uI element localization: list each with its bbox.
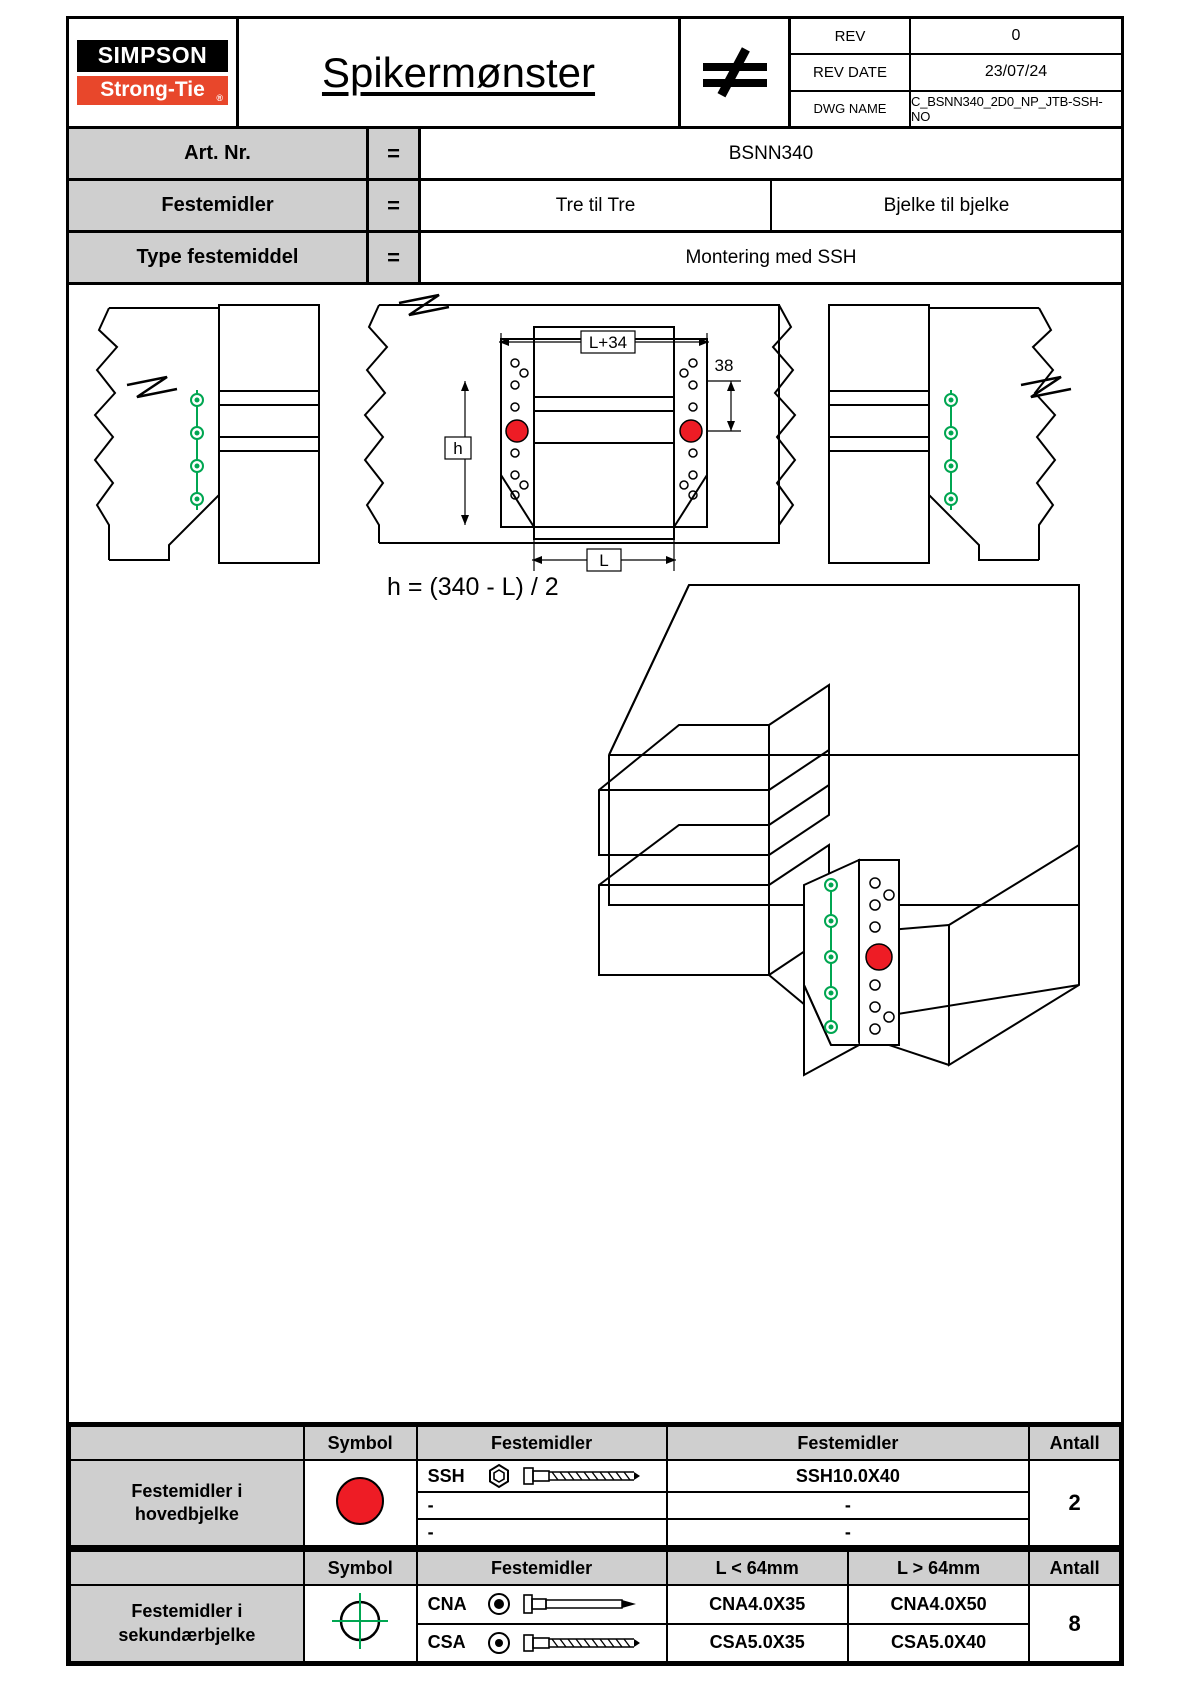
legend-secondary-header-lt: L < 64mm <box>667 1551 848 1585</box>
legend-secondary-header-row <box>70 1551 1120 1585</box>
center-elevation-view <box>365 295 795 571</box>
legend-secondary-fastener-label-2: CSA <box>427 1632 466 1653</box>
hex-head-icon <box>486 1463 512 1489</box>
page-title: Spikermønster <box>321 48 596 96</box>
table-row <box>70 1585 1120 1624</box>
screw-icon <box>522 1463 642 1489</box>
logo-strongtie-text: Strong-Tie <box>100 78 205 101</box>
legend-secondary-count: 8 <box>1029 1585 1120 1662</box>
revision-block <box>791 19 1121 126</box>
type-equals: = <box>369 233 421 282</box>
dim-38-label: 38 <box>714 356 734 375</box>
legend-secondary-beam <box>69 1550 1121 1663</box>
type-label: Type festemiddel <box>69 233 369 282</box>
dwg-name-value: C_BSNN340_2D0_NP_JTB-SSH-NO <box>911 93 1103 124</box>
legend-main-fastener-label-1: SSH <box>427 1465 465 1486</box>
rev-value: 0 <box>1011 27 1021 45</box>
legend-secondary-row-label <box>70 1585 304 1662</box>
legend-main-row-label-line2: hovedbjelke <box>134 1504 239 1524</box>
dwg-name-row <box>791 92 1121 126</box>
table-row <box>70 1460 1120 1492</box>
legend-secondary-gt-2: CSA5.0X40 <box>848 1624 1029 1663</box>
legend-main-header-fasteners2: Festemidler <box>667 1426 1030 1460</box>
legend-main-count: 2 <box>1029 1460 1120 1546</box>
rev-date-label: REV DATE <box>791 55 911 89</box>
info-row-article <box>69 129 1121 181</box>
dwg-name-label: DWG NAME <box>791 92 911 126</box>
legend-secondary-gt-1: CNA4.0X50 <box>848 1585 1029 1624</box>
legend-secondary-table <box>69 1550 1121 1663</box>
dim-L-label: L <box>599 551 609 570</box>
legend-main-header-symbol: Symbol <box>304 1426 417 1460</box>
legend-main-row-label-line1: Festemidler i <box>131 1480 243 1501</box>
right-elevation-view <box>829 305 1071 563</box>
legend-main-fastener-name-1 <box>417 1460 667 1492</box>
info-row-fasteners <box>69 181 1121 233</box>
legend-main-header-blank <box>70 1426 304 1460</box>
legend-secondary-row-label-line1: Festemidler i <box>131 1601 243 1622</box>
drawing-svg <box>69 285 1121 1147</box>
height-formula: h = (340 - L) / 2 <box>387 573 559 601</box>
legend-main-table <box>69 1425 1121 1547</box>
legend-secondary-symbol-cell <box>304 1585 417 1662</box>
legend-main-symbol-cell <box>304 1460 417 1546</box>
info-row-type <box>69 233 1121 285</box>
drawing-sheet <box>66 16 1124 1666</box>
legend-secondary-fastener-name-1 <box>417 1585 667 1624</box>
legend-secondary-lt-1: CNA4.0X35 <box>667 1585 848 1624</box>
logo-simpson-text: SIMPSON <box>77 40 228 72</box>
nail-icon <box>522 1591 642 1617</box>
legend-secondary-header-symbol: Symbol <box>304 1551 417 1585</box>
legend-main-fastener-name-2: - <box>417 1492 667 1519</box>
fasteners-equals: = <box>369 181 421 230</box>
round-head-nail-icon <box>486 1591 512 1617</box>
round-head-screw-icon <box>486 1630 512 1656</box>
legend-main-header-row <box>70 1426 1120 1460</box>
rev-label: REV <box>791 19 911 53</box>
article-equals: = <box>369 129 421 178</box>
dim-width-label: L+34 <box>588 333 628 352</box>
legend-secondary-header-gt: L > 64mm <box>848 1551 1029 1585</box>
sheet-header <box>69 19 1121 129</box>
legend-secondary-header-count: Antall <box>1029 1551 1120 1585</box>
not-equal-symbol-cell <box>681 19 791 126</box>
article-label: Art. Nr. <box>69 129 369 178</box>
sheet-title-cell <box>239 19 681 126</box>
legend-secondary-header-blank <box>70 1551 304 1585</box>
red-circle-icon <box>330 1471 390 1531</box>
rev-row <box>791 19 1121 55</box>
legend-main-value-1: SSH10.0X40 <box>667 1460 1030 1492</box>
dim-h-label: h <box>453 439 463 458</box>
legend-main-header-count: Antall <box>1029 1426 1120 1460</box>
legend-main-header-fasteners: Festemidler <box>417 1426 667 1460</box>
article-value: BSNN340 <box>728 142 814 164</box>
type-value: Montering med SSH <box>685 246 857 268</box>
legend-secondary-fastener-name-2 <box>417 1624 667 1663</box>
left-elevation-view <box>95 305 319 563</box>
legend-secondary-header-fasteners: Festemidler <box>417 1551 667 1585</box>
not-equal-icon <box>695 43 775 103</box>
rev-date-value: 23/07/24 <box>984 63 1048 81</box>
crosshair-circle-icon <box>327 1588 393 1654</box>
fasteners-value-wood: Tre til Tre <box>421 181 772 230</box>
legend-main-value-2: - <box>667 1492 1030 1519</box>
fasteners-value-beam: Bjelke til bjelke <box>883 194 1010 216</box>
legend-main-value-3: - <box>667 1519 1030 1546</box>
legend-secondary-lt-2: CSA5.0X35 <box>667 1624 848 1663</box>
technical-drawing-area <box>69 285 1121 1425</box>
legend-main-beam <box>69 1425 1121 1550</box>
logo-strongtie-block <box>77 76 228 105</box>
legend-secondary-fastener-label-1: CNA <box>427 1593 467 1614</box>
isometric-view <box>599 585 1079 1075</box>
company-logo <box>69 19 239 126</box>
legend-main-row-label <box>70 1460 304 1546</box>
rev-date-row <box>791 55 1121 91</box>
legend-main-fastener-name-3: - <box>417 1519 667 1546</box>
fasteners-label: Festemidler <box>69 181 369 230</box>
legend-secondary-row-label-line2: sekundærbjelke <box>118 1624 256 1645</box>
logo-registered-mark: ® <box>216 93 223 103</box>
screw-icon <box>522 1630 642 1656</box>
